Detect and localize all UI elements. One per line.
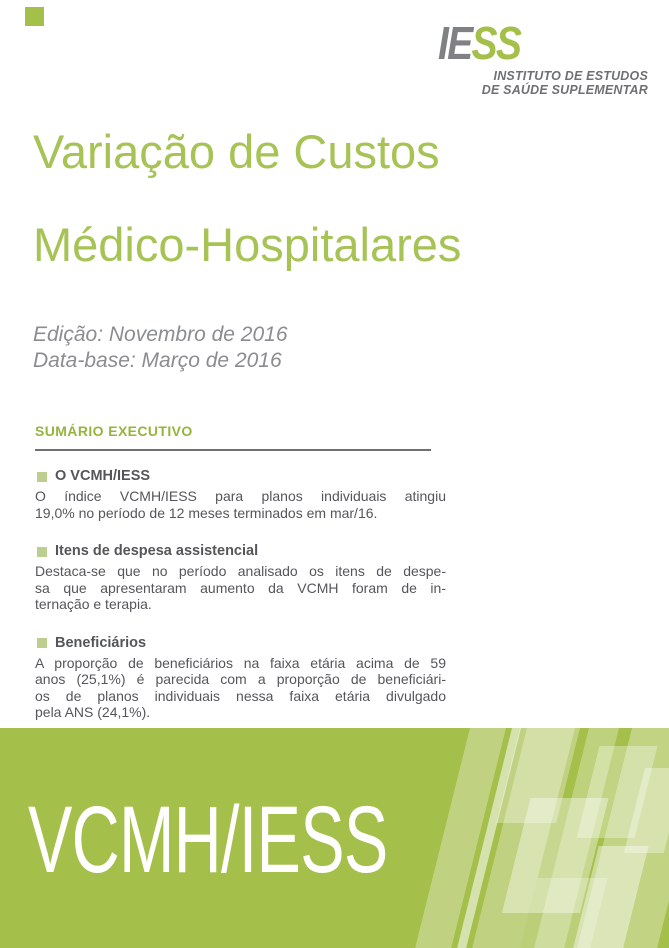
section-title: Itens de despesa assistencial	[55, 543, 259, 559]
section-heading	[37, 635, 446, 652]
executive-summary-header	[35, 423, 431, 451]
edition-date: Edição: Novembro de 2016	[33, 323, 288, 346]
corner-accent-square	[25, 7, 44, 26]
section-title: O VCMH/IESS	[55, 468, 151, 484]
section-bullet-icon	[37, 547, 47, 557]
section-title: Beneficiários	[55, 634, 147, 651]
iess-logo-wordmark	[438, 17, 617, 69]
section-text-line: 19,0% no período de 12 meses terminados em mar/16.	[35, 504, 378, 521]
page-title-line2: Médico-Hospitalares	[33, 218, 462, 271]
section-bullet-icon	[37, 638, 47, 648]
iess-logo-gray-part: IE	[438, 17, 472, 69]
iess-logo-green-part: SS	[471, 17, 521, 69]
section-text-line: os de planos individuais nessa faixa etária divulgado	[35, 687, 446, 704]
section-text-line: sa que apresentaram aumento da VCMH foram de in-	[35, 579, 446, 596]
edition-info	[33, 322, 288, 374]
iess-logo-subtitle	[438, 70, 648, 97]
section-text-line: Destaca-se que no período analisado os itens de despe-	[35, 563, 446, 579]
bottom-banner	[0, 728, 669, 948]
banner-title: VCMH/IESS	[28, 787, 388, 893]
section-text-line: ternação e terapia.	[35, 596, 152, 612]
section-text-line: A proporção de beneficiários na faixa etária acima de 59	[35, 654, 446, 671]
iess-logo	[438, 17, 648, 97]
section-heading	[37, 543, 446, 560]
executive-summary-heading: SUMÁRIO EXECUTIVO	[35, 423, 193, 439]
edition-database: Data-base: Março de 2016	[33, 349, 282, 372]
iess-logo-subtitle-line2: DE SAÚDE SUPLEMENTAR	[481, 82, 648, 97]
summary-section-despesa	[35, 543, 446, 613]
section-text-line: anos (25,1%) é parecida com a proporção de beneficiári-	[35, 671, 446, 687]
section-heading	[37, 468, 446, 485]
summary-section-vcmh	[35, 468, 446, 521]
section-text-line: pela ANS (24,1%).	[35, 704, 151, 720]
executive-summary-sections	[35, 468, 446, 743]
section-text-line: O índice VCMH/IESS para planos individuais atingiu	[35, 488, 446, 504]
page-title-line1: Variação de Custos	[33, 125, 440, 178]
section-bullet-icon	[37, 472, 47, 482]
summary-section-beneficiarios	[35, 635, 446, 721]
iess-logo-subtitle-line1: INSTITUTO DE ESTUDOS	[493, 69, 648, 83]
page-title	[33, 124, 593, 273]
